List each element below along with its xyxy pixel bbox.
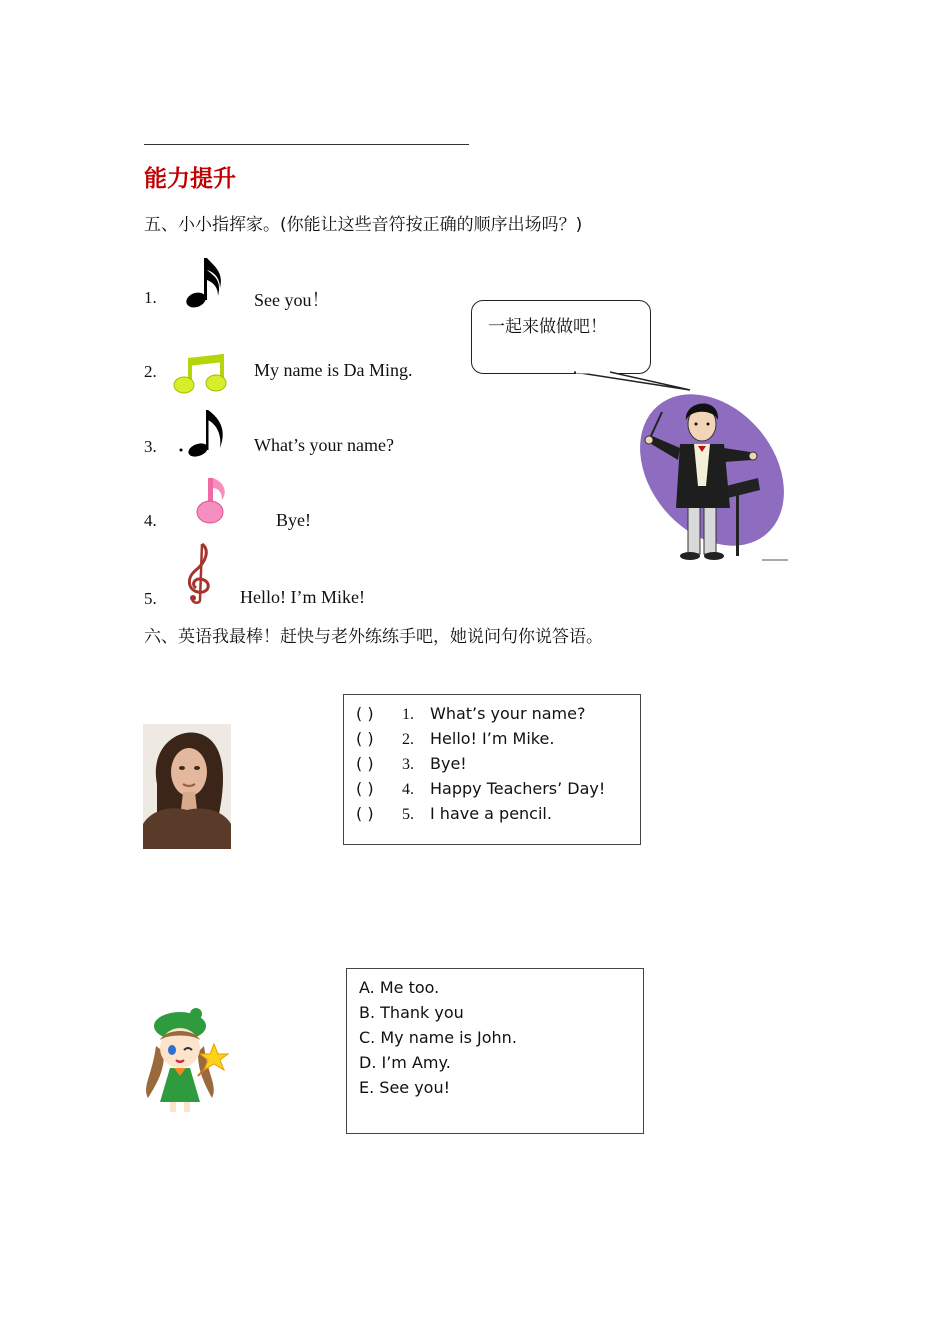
eighth-note-icon — [176, 404, 232, 464]
answer-blank[interactable]: ( ) — [356, 704, 374, 723]
question-row — [356, 804, 552, 824]
top-rule — [144, 144, 469, 145]
item-number: 1. — [144, 288, 157, 307]
question-row — [356, 729, 554, 749]
question-number: 1. — [402, 706, 414, 723]
bubble-text: 一起来做做吧！ — [488, 317, 607, 337]
answer-option: B. Thank you — [359, 1003, 464, 1022]
treble-clef-icon — [180, 540, 220, 606]
item-number: 2. — [144, 362, 157, 381]
question-text: Bye! — [430, 754, 467, 773]
question-text: Happy Teachers’ Day! — [430, 779, 606, 798]
fairy-girl-illustration — [142, 1006, 230, 1114]
questions-box — [343, 694, 641, 845]
question-number: 5. — [402, 806, 414, 823]
question-number: 3. — [402, 756, 414, 773]
question-row — [356, 704, 585, 724]
answer-option: A. Me too. — [359, 978, 440, 997]
answer-blank[interactable]: ( ) — [356, 804, 374, 823]
item-sentence: See you！ — [254, 290, 330, 310]
answer-option: C. My name is John. — [359, 1028, 517, 1047]
item-sentence: Hello! I’m Mike! — [240, 587, 365, 607]
answer-option: E. See you! — [359, 1078, 451, 1097]
answers-box — [346, 968, 644, 1134]
pink-note-icon — [190, 474, 234, 528]
conductor-illustration — [628, 390, 796, 566]
answer-blank[interactable]: ( ) — [356, 729, 374, 748]
answer-blank[interactable]: ( ) — [356, 754, 374, 773]
answer-blank[interactable]: ( ) — [356, 779, 374, 798]
item-number: 4. — [144, 511, 157, 530]
item-number: 3. — [144, 437, 157, 456]
question-number: 4. — [402, 781, 414, 798]
item-sentence: Bye! — [276, 510, 311, 530]
question-text: I have a pencil. — [430, 804, 552, 823]
section-title: 能力提升 — [144, 166, 236, 192]
answer-option: D. I’m Amy. — [359, 1053, 451, 1072]
part5-instruction: 五、小小指挥家。(你能让这些音符按正确的顺序出场吗？) — [144, 215, 583, 235]
woman-photo — [143, 724, 231, 849]
part6-instruction: 六、英语我最棒！赶快与老外练练手吧，她说问句你说答语。 — [144, 627, 603, 647]
question-row — [356, 754, 467, 774]
item-sentence: My name is Da Ming. — [254, 360, 413, 380]
question-text: Hello! I’m Mike. — [430, 729, 555, 748]
eighth-note-icon — [180, 252, 236, 312]
beamed-notes-icon — [172, 350, 232, 396]
question-number: 2. — [402, 731, 414, 748]
item-number: 5. — [144, 589, 157, 608]
question-row — [356, 779, 605, 799]
item-sentence: What’s your name? — [254, 435, 394, 455]
question-text: What’s your name? — [430, 704, 586, 723]
